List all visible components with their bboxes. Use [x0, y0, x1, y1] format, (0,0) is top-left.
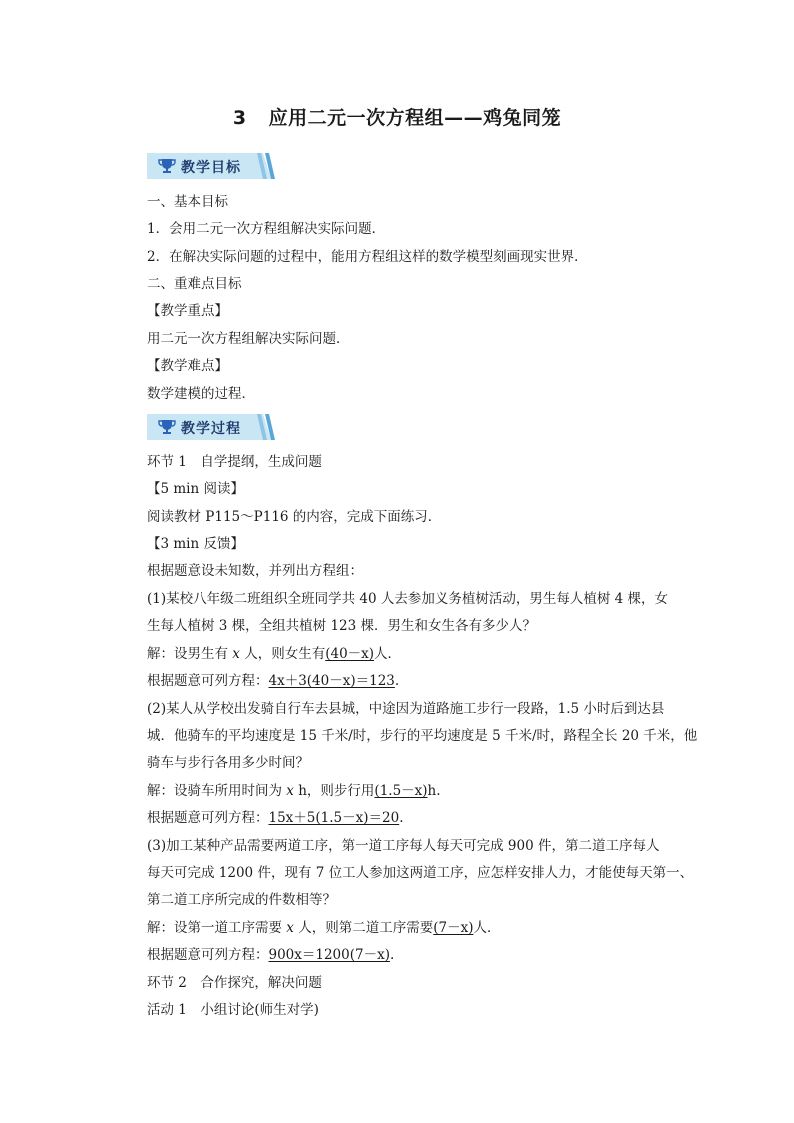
answer-blank: (40－x)	[325, 646, 375, 662]
difficulty-label: 【教学难点】	[147, 358, 228, 374]
section-title: 教学过程	[181, 421, 241, 437]
difficulty-text: 数学建模的过程．	[147, 386, 255, 402]
key-goal-heading: 二、重难点目标	[147, 276, 242, 292]
feedback-text: 根据题意设未知数，并列出方程组：	[147, 563, 363, 579]
goal-item-2: 2．在解决实际问题的过程中，能用方程组这样的数学模型刻画现实世界．	[147, 249, 588, 265]
question-2-equation: 根据题意可列方程：15x＋5(1.5－x)＝20.	[147, 810, 404, 826]
answer-blank: 4x＋3(40－x)＝123	[268, 673, 395, 689]
question-3-solution: 解：设第一道工序需要 x 人，则第二道工序需要(7－x)人．	[147, 920, 501, 936]
title-text: 应用二元一次方程组——鸡兔同笼	[268, 107, 562, 129]
question-1-line-1: (1)某校八年级二班组织全班同学共 40 人去参加义务植树活动，男生每人植树 4 棵，女	[147, 591, 669, 607]
key-point-text: 用二元一次方程组解决实际问题．	[147, 331, 350, 347]
answer-blank: 15x＋5(1.5－x)＝20	[268, 810, 400, 826]
question-3-line-3: 第二道工序所完成的件数相等？	[147, 892, 336, 908]
question-3-equation: 根据题意可列方程：900x＝1200(7－x).	[147, 947, 395, 963]
section-title: 教学目标	[181, 160, 241, 176]
answer-blank: (7－x)	[433, 920, 474, 936]
question-2-line-2: 城．他骑车的平均速度是 15 千米/时，步行的平均速度是 5 千米/时，路程全长 20 千米，他	[147, 728, 698, 744]
goal-item-1: 1．会用二元一次方程组解决实际问题．	[147, 221, 386, 237]
reading-text: 阅读教材 P115～P116 的内容，完成下面练习．	[147, 509, 442, 525]
question-1-line-2: 生每人植树 3 棵，全组共植树 123 棵．男生和女生各有多少人？	[147, 618, 537, 634]
section-banner-goals	[147, 153, 275, 179]
feedback-label: 【3 min 反馈】	[147, 536, 244, 552]
step-2-heading: 环节 2 合作探究，解决问题	[147, 975, 322, 991]
step-1-heading: 环节 1 自学提纲，生成问题	[147, 454, 322, 470]
section-banner-process	[147, 414, 275, 440]
trophy-icon	[157, 156, 177, 176]
question-2-line-3: 骑车与步行各用多少时间？	[147, 755, 309, 771]
page-title	[0, 103, 794, 130]
key-point-label: 【教学重点】	[147, 303, 228, 319]
basic-goal-heading: 一、基本目标	[147, 194, 228, 210]
answer-blank: (1.5－x)	[374, 783, 428, 799]
question-3-line-1: (3)加工某种产品需要两道工序，第一道工序每人每天可完成 900 件，第二道工序每人	[147, 838, 660, 854]
question-3-line-2: 每天可完成 1200 件，现有 7 位工人参加这两道工序，应怎样安排人力，才能使每天第一、	[147, 865, 694, 881]
question-2-line-1: (2)某人从学校出发骑自行车去县城，中途因为道路施工步行一段路，1.5 小时后到达县	[147, 701, 665, 717]
trophy-icon	[157, 417, 177, 437]
question-1-equation: 根据题意可列方程：4x＋3(40－x)＝123.	[147, 673, 400, 689]
question-2-solution: 解：设骑车所用时间为 x h，则步行用(1.5－x)h.	[147, 783, 441, 799]
activity-1-heading: 活动 1 小组讨论(师生对学)	[147, 1002, 319, 1018]
title-number: 3	[232, 107, 247, 129]
reading-label: 【5 min 阅读】	[147, 481, 244, 497]
answer-blank: 900x＝1200(7－x)	[268, 947, 390, 963]
question-1-solution: 解：设男生有 x 人，则女生有(40－x)人．	[147, 646, 402, 662]
